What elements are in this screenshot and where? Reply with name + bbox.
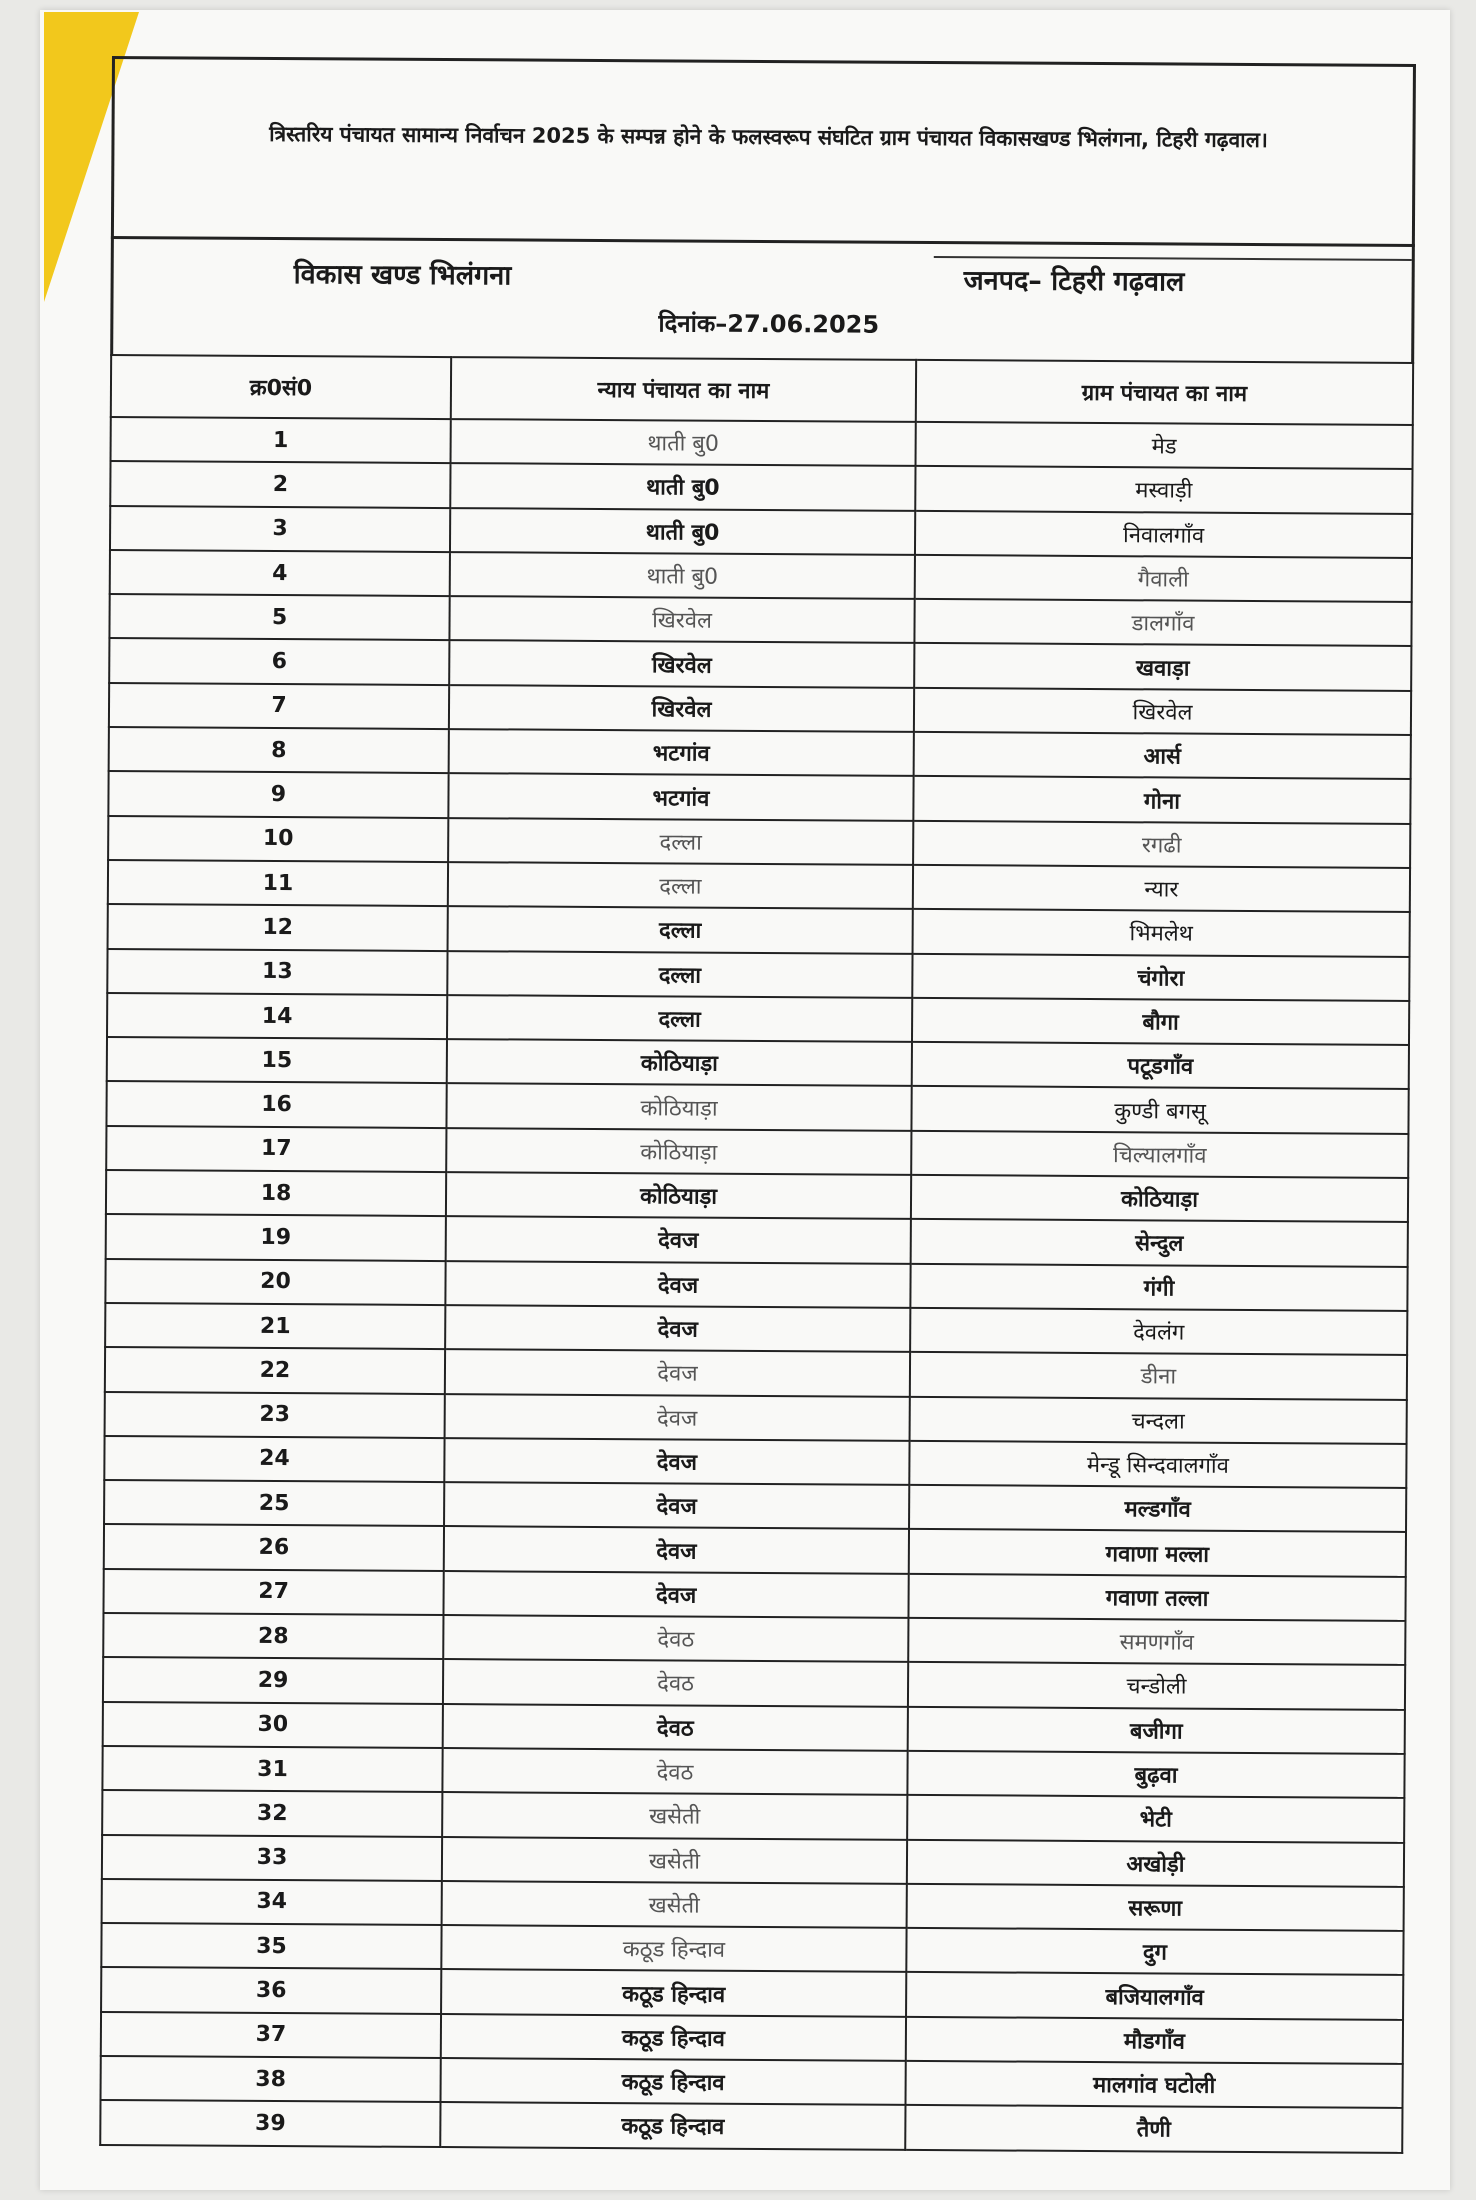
serial-number-cell: 7 [109, 683, 449, 729]
gram-panchayat-cell: चिल्यालगाँव [911, 1131, 1408, 1178]
serial-number-cell: 23 [105, 1392, 445, 1438]
date-label: दिनांक–27.06.2025 [658, 309, 880, 339]
nyay-panchayat-cell: देवज [445, 1305, 910, 1352]
nyay-panchayat-cell: देवठ [443, 1615, 908, 1662]
serial-number-cell: 31 [102, 1746, 442, 1792]
gram-panchayat-cell: कोठियाड़ा [911, 1175, 1408, 1222]
table-row [108, 904, 1410, 956]
nyay-panchayat-cell: कठूड हिन्दाव [441, 2014, 906, 2061]
table-row [103, 1657, 1405, 1709]
nyay-panchayat-cell: देवज [445, 1394, 910, 1441]
table-row [106, 1126, 1408, 1178]
table-header-row [111, 355, 1413, 425]
gram-panchayat-cell: बजियालगाँव [906, 1972, 1403, 2019]
serial-number-cell: 11 [108, 860, 448, 906]
nyay-panchayat-cell: कोठियाड़ा [446, 1128, 911, 1175]
gram-panchayat-cell: अखोड़ी [907, 1839, 1404, 1886]
table-row [102, 1879, 1404, 1931]
nyay-panchayat-cell: देवठ [443, 1659, 908, 1706]
table-row [104, 1436, 1406, 1488]
nyay-panchayat-cell: भटगांव [448, 773, 913, 820]
nyay-panchayat-cell: खिरवेल [449, 596, 914, 643]
title-box [111, 56, 1416, 244]
gram-panchayat-cell: आर्स [914, 732, 1411, 779]
table-row [108, 816, 1410, 868]
nyay-panchayat-cell: दल्ला [448, 906, 913, 953]
serial-number-cell: 13 [107, 949, 447, 995]
nyay-panchayat-cell: कोठियाड़ा [446, 1172, 911, 1219]
gram-panchayat-cell: बुढ़वा [907, 1751, 1404, 1798]
gram-panchayat-cell: रगढी [913, 821, 1410, 868]
nyay-panchayat-cell: थाती बु0 [450, 552, 915, 599]
gram-panchayat-cell: पटूडगाँव [912, 1042, 1409, 1089]
gram-panchayat-cell: सरूणा [907, 1884, 1404, 1931]
gram-panchayat-cell: गैवाली [915, 555, 1412, 602]
table-row [104, 1524, 1406, 1576]
gram-panchayat-cell: चंगोरा [912, 953, 1409, 1000]
serial-number-cell: 29 [103, 1657, 443, 1703]
table-row [110, 506, 1412, 558]
gram-panchayat-cell: मालगांव घटोली [905, 2061, 1402, 2108]
table-row [102, 1790, 1404, 1842]
table-row [111, 417, 1413, 469]
serial-number-cell: 19 [106, 1214, 446, 1260]
gram-panchayat-cell: खिरवेल [914, 688, 1411, 735]
gram-panchayat-cell: भेटी [907, 1795, 1404, 1842]
table-row [106, 1214, 1408, 1266]
nyay-panchayat-cell: कठूड हिन्दाव [440, 2102, 905, 2149]
table-row [107, 1037, 1409, 1089]
gram-panchayat-cell: दुग [906, 1928, 1403, 1975]
nyay-panchayat-cell: खसेती [442, 1881, 907, 1928]
serial-number-cell: 14 [107, 993, 447, 1039]
gram-panchayat-cell: डालगाँव [914, 599, 1411, 646]
table-row [101, 1967, 1403, 2019]
table-row [103, 1702, 1405, 1754]
gram-panchayat-cell: बौगा [912, 998, 1409, 1045]
serial-number-cell: 6 [109, 638, 449, 684]
serial-number-cell: 20 [105, 1259, 445, 1305]
serial-number-cell: 24 [104, 1436, 444, 1482]
gram-panchayat-cell: कुण्डी बगसू [911, 1086, 1408, 1133]
gram-panchayat-cell: गंगी [910, 1264, 1407, 1311]
serial-number-cell: 3 [110, 506, 450, 552]
table-row [101, 1923, 1403, 1975]
serial-number-cell: 38 [101, 2056, 441, 2102]
serial-number-cell: 16 [106, 1081, 446, 1127]
table-row [102, 1746, 1404, 1798]
header-serial: क्र0सं0 [111, 355, 451, 419]
nyay-panchayat-cell: देवज [445, 1349, 910, 1396]
block-label: विकास खण्ड भिलंगना [293, 259, 512, 292]
nyay-panchayat-cell: कठूड हिन्दाव [441, 1925, 906, 1972]
table-row [110, 550, 1412, 602]
serial-number-cell: 17 [106, 1126, 446, 1172]
nyay-panchayat-cell: देवज [444, 1438, 909, 1485]
serial-number-cell: 4 [110, 550, 450, 596]
gram-panchayat-cell: चन्डोली [908, 1662, 1405, 1709]
serial-number-cell: 36 [101, 1967, 441, 2013]
gram-panchayat-cell: चन्दला [910, 1396, 1407, 1443]
nyay-panchayat-cell: थाती बु0 [450, 463, 915, 510]
gram-panchayat-cell: खवाड़ा [914, 643, 1411, 690]
table-row [106, 1170, 1408, 1222]
nyay-panchayat-cell: खिरवेल [449, 685, 914, 732]
serial-number-cell: 25 [104, 1480, 444, 1526]
gram-panchayat-cell: मेन्डू सिन्दवालगाँव [909, 1441, 1406, 1488]
serial-number-cell: 15 [107, 1037, 447, 1083]
table-row [103, 1613, 1405, 1665]
table-row [107, 993, 1409, 1045]
nyay-panchayat-cell: कोठियाड़ा [446, 1084, 911, 1131]
table-row [105, 1392, 1407, 1444]
nyay-panchayat-cell: थाती बु0 [451, 419, 916, 466]
serial-number-cell: 28 [103, 1613, 443, 1659]
table-row [104, 1480, 1406, 1532]
table-row [109, 594, 1411, 646]
gram-panchayat-cell: निवालगाँव [915, 511, 1412, 558]
gram-panchayat-cell: तैणी [905, 2105, 1402, 2152]
nyay-panchayat-cell: दल्ला [447, 951, 912, 998]
nyay-panchayat-cell: देवज [445, 1261, 910, 1308]
nyay-panchayat-cell: दल्ला [447, 995, 912, 1042]
table-row [106, 1081, 1408, 1133]
table-row [109, 638, 1411, 690]
serial-number-cell: 39 [100, 2100, 440, 2146]
header-gram-panchayat: ग्राम पंचायत का नाम [916, 360, 1413, 425]
table-row [107, 949, 1409, 1001]
gram-panchayat-cell: मस्वाड़ी [915, 466, 1412, 513]
gram-panchayat-cell: सेन्दुल [911, 1219, 1408, 1266]
serial-number-cell: 10 [108, 816, 448, 862]
gram-panchayat-cell: मल्डगाँव [909, 1485, 1406, 1532]
table-row [110, 461, 1412, 513]
serial-number-cell: 35 [101, 1923, 441, 1969]
district-label: जनपद– टिहरी गढ़वाल [963, 265, 1185, 298]
table-row [109, 683, 1411, 735]
gram-panchayat-cell: देवलंग [910, 1308, 1407, 1355]
gram-panchayat-cell: डीना [910, 1352, 1407, 1399]
nyay-panchayat-cell: कठूड हिन्दाव [441, 1969, 906, 2016]
nyay-panchayat-cell: खसेती [442, 1837, 907, 1884]
nyay-panchayat-cell: कठूड हिन्दाव [441, 2058, 906, 2105]
gram-panchayat-cell: मौडगाँव [906, 2017, 1403, 2064]
table-row [109, 727, 1411, 779]
table-row [101, 2056, 1403, 2108]
gram-panchayat-cell: गवाणा मल्ला [909, 1529, 1406, 1576]
nyay-panchayat-cell: थाती बु0 [450, 508, 915, 555]
nyay-panchayat-cell: देवठ [442, 1748, 907, 1795]
serial-number-cell: 34 [102, 1879, 442, 1925]
serial-number-cell: 30 [103, 1702, 443, 1748]
table-row [103, 1569, 1405, 1621]
gram-panchayat-cell: बजीगा [908, 1707, 1405, 1754]
document-title: त्रिस्तरिय पंचायत सामान्य निर्वाचन 2025 के सम्पन्न होने के फलस्वरूप संघटित ग्राम पंचायत विकासखण्ड भिलंगना, टिहरी गढ़वाल। [269, 121, 1268, 153]
gram-panchayat-cell: मेड [916, 422, 1413, 469]
nyay-panchayat-cell: भटगांव [449, 729, 914, 776]
serial-number-cell: 8 [109, 727, 449, 773]
nyay-panchayat-cell: खसेती [442, 1792, 907, 1839]
serial-number-cell: 26 [104, 1524, 444, 1570]
nyay-panchayat-cell: दल्ला [448, 818, 913, 865]
serial-number-cell: 9 [108, 771, 448, 817]
gram-panchayat-cell: समणगाँव [908, 1618, 1405, 1665]
serial-number-cell: 5 [109, 594, 449, 640]
nyay-panchayat-cell: देवज [446, 1216, 911, 1263]
serial-number-cell: 12 [108, 904, 448, 950]
header-nyay-panchayat: न्याय पंचायत का नाम [451, 357, 916, 422]
table-row [105, 1303, 1407, 1355]
table-row [108, 860, 1410, 912]
serial-number-cell: 2 [110, 461, 450, 507]
serial-number-cell: 32 [102, 1790, 442, 1836]
serial-number-cell: 22 [105, 1347, 445, 1393]
gram-panchayat-cell: न्यार [913, 865, 1410, 912]
nyay-panchayat-cell: कोठियाड़ा [447, 1039, 912, 1086]
gram-panchayat-cell: भिमलेथ [913, 909, 1410, 956]
table-row [100, 2100, 1402, 2152]
document-sheet [99, 56, 1416, 2154]
serial-number-cell: 37 [101, 2012, 441, 2058]
serial-number-cell: 33 [102, 1834, 442, 1880]
nyay-panchayat-cell: दल्ला [448, 862, 913, 909]
serial-number-cell: 27 [103, 1569, 443, 1615]
table-row [101, 2012, 1403, 2064]
serial-number-cell: 18 [106, 1170, 446, 1216]
nyay-panchayat-cell: देवज [444, 1482, 909, 1529]
gram-panchayat-cell: गोना [913, 776, 1410, 823]
header-box [110, 236, 1415, 362]
nyay-panchayat-cell: देवठ [443, 1704, 908, 1751]
nyay-panchayat-cell: देवज [444, 1526, 909, 1573]
gram-panchayat-table [99, 354, 1414, 2154]
serial-number-cell: 21 [105, 1303, 445, 1349]
table-row [102, 1834, 1404, 1886]
nyay-panchayat-cell: खिरवेल [449, 641, 914, 688]
gram-panchayat-cell: गवाणा तल्ला [908, 1574, 1405, 1621]
table-row [105, 1347, 1407, 1399]
table-row [108, 771, 1410, 823]
nyay-panchayat-cell: देवज [443, 1571, 908, 1618]
table-row [105, 1259, 1407, 1311]
serial-number-cell: 1 [111, 417, 451, 463]
